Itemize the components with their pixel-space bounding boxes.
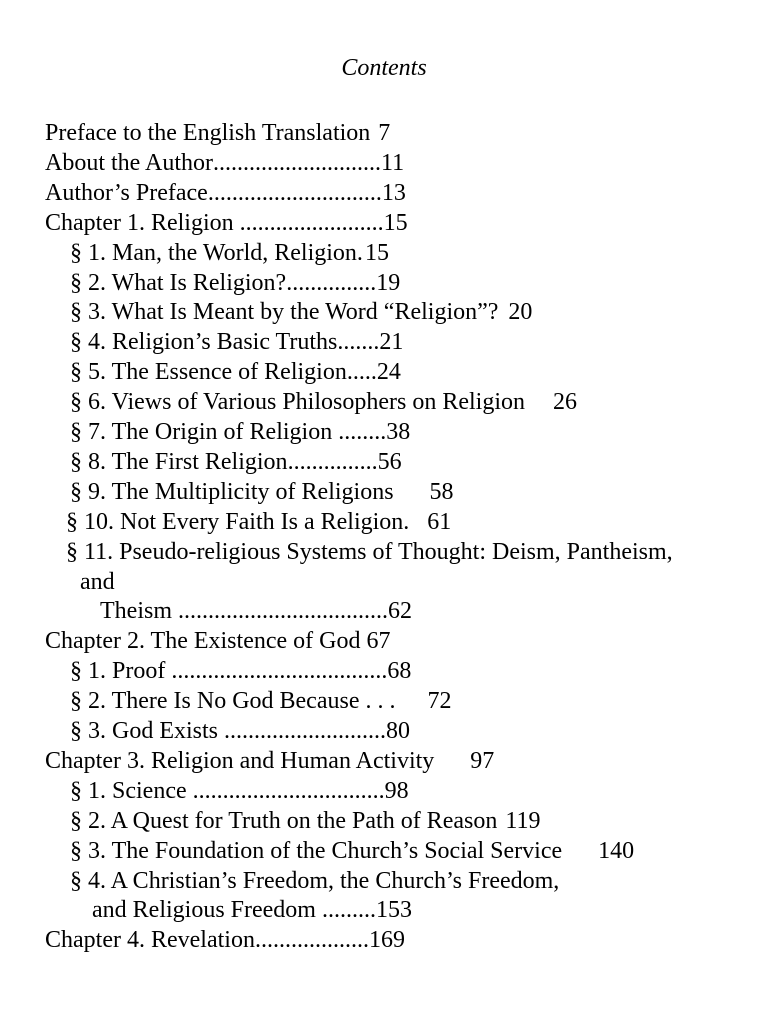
toc-entry bbox=[92, 895, 412, 925]
toc-entry bbox=[80, 567, 115, 597]
toc-entry bbox=[45, 925, 405, 955]
toc-entry-title: Chapter 2. The Existence of God bbox=[45, 628, 361, 655]
toc-entry-page: 153 bbox=[375, 897, 412, 924]
toc-entry-title: § 2. What Is Religion? bbox=[70, 269, 287, 296]
toc-entry-page: 119 bbox=[505, 807, 541, 834]
dot-leader: ............... bbox=[286, 269, 377, 296]
dot-leader: ..... bbox=[346, 359, 377, 386]
toc-entry-page: 19 bbox=[376, 269, 401, 296]
toc-entry-page: 58 bbox=[429, 478, 454, 505]
toc-entry bbox=[45, 208, 408, 238]
toc-entry-page: 38 bbox=[386, 419, 411, 445]
toc-entry bbox=[45, 148, 404, 178]
dot-leader: ............................. bbox=[207, 179, 382, 206]
toc-entry-title: § 2. A Quest for Truth on the Path of Reason bbox=[70, 807, 498, 834]
dot-leader: ................................ bbox=[192, 777, 385, 804]
toc-entry bbox=[70, 238, 389, 268]
toc-entry bbox=[70, 387, 577, 417]
toc-entry-page: 98 bbox=[384, 777, 409, 804]
toc-entry bbox=[70, 656, 411, 686]
toc-entry-title: About the Author bbox=[45, 149, 213, 176]
toc-entry-page: 169 bbox=[368, 927, 405, 954]
toc-entry bbox=[70, 716, 410, 746]
toc-entry bbox=[70, 417, 410, 447]
dot-leader: ........ bbox=[338, 419, 387, 445]
toc-entry-page: 80 bbox=[386, 718, 411, 744]
toc-entry bbox=[45, 746, 494, 776]
toc-entry-page: 56 bbox=[377, 448, 402, 475]
toc-entry-page: 24 bbox=[376, 359, 401, 386]
toc-entry bbox=[70, 866, 559, 896]
dot-leader: ........................ bbox=[239, 209, 384, 236]
dot-leader: ....... bbox=[337, 329, 380, 356]
toc-entry-title: § 2. There Is No God Because . . . bbox=[70, 688, 396, 715]
toc-entry-page: 62 bbox=[388, 598, 412, 625]
toc-entry bbox=[70, 297, 532, 327]
dot-leader: ................... bbox=[254, 927, 369, 954]
toc-entry-title: § 6. Views of Various Philosophers on Religion bbox=[70, 389, 526, 416]
toc-entry-title: § 4. A Christian’s Freedom, the Church’s Freedom, bbox=[70, 867, 560, 894]
toc-entry-title: § 3. God Exists bbox=[70, 718, 225, 744]
toc-entry-page: 13 bbox=[381, 179, 406, 206]
toc-entry bbox=[45, 626, 390, 656]
toc-entry-title: § 3. The Foundation of the Church’s Social Service bbox=[70, 837, 563, 864]
toc-entry-title: Preface to the English Translation bbox=[45, 120, 371, 146]
toc-entry-title: § 1. Science bbox=[70, 777, 193, 804]
toc-entry-page: 68 bbox=[387, 658, 412, 685]
dot-leader: ............... bbox=[287, 448, 378, 475]
toc-entry bbox=[70, 836, 634, 866]
dot-leader: ........................... bbox=[224, 718, 387, 744]
toc-entry-page: 26 bbox=[553, 389, 578, 416]
toc-entry-page: 21 bbox=[379, 329, 404, 356]
toc-entry-page: 67 bbox=[366, 628, 391, 655]
toc-entry bbox=[70, 806, 540, 836]
toc-entry-title: and Religious Freedom bbox=[92, 897, 322, 924]
page-title: Contents bbox=[341, 55, 427, 81]
toc-entry-title: and bbox=[80, 568, 115, 595]
toc-entry bbox=[70, 477, 454, 507]
toc-entry-title: § 11. Pseudo-religious Systems of Thought: Deism, Pantheism, bbox=[66, 538, 673, 565]
toc-entry bbox=[70, 776, 409, 806]
toc-entry-page: 97 bbox=[470, 747, 495, 774]
toc-entry-title: § 3. What Is Meant by the Word “Religion”? bbox=[70, 299, 499, 326]
toc-entry-title: Chapter 4. Revelation bbox=[45, 927, 255, 954]
toc-entry-page: 20 bbox=[508, 299, 533, 326]
toc-entry-page: 15 bbox=[364, 239, 389, 266]
toc-entry-title: § 9. The Multiplicity of Religions bbox=[70, 478, 394, 505]
toc-entry bbox=[70, 357, 401, 387]
toc-entry bbox=[70, 327, 403, 357]
toc-entry bbox=[45, 118, 390, 148]
toc-entry-page: 72 bbox=[427, 688, 452, 715]
toc-entry-title: § 7. The Origin of Religion bbox=[70, 419, 339, 445]
dot-leader: .................................... bbox=[171, 658, 388, 685]
toc-entry-title: § 10. Not Every Faith Is a Religion. bbox=[66, 508, 410, 535]
toc-entry-title: § 5. The Essence of Religion bbox=[70, 359, 347, 386]
toc-entry-title: § 1. Proof bbox=[70, 658, 172, 685]
toc-entry bbox=[66, 507, 451, 537]
toc-entry-page: 15 bbox=[383, 209, 408, 236]
toc-entry bbox=[66, 537, 673, 567]
toc-entry bbox=[70, 447, 402, 477]
dot-leader: ......... bbox=[321, 897, 376, 924]
toc-entry-title: Author’s Preface bbox=[45, 179, 208, 206]
toc-entry-page: 140 bbox=[598, 837, 635, 864]
toc-entry-page: 11 bbox=[381, 149, 405, 176]
toc-entry-title: § 8. The First Religion bbox=[70, 448, 288, 475]
toc-entry-title: Chapter 1. Religion bbox=[45, 209, 240, 236]
toc-entry-title: § 1. Man, the World, Religion. bbox=[70, 239, 363, 266]
toc-entry bbox=[45, 178, 406, 208]
toc-entry bbox=[70, 686, 451, 716]
dot-leader: ............................ bbox=[213, 149, 381, 176]
dot-leader: ................................... bbox=[178, 598, 388, 625]
toc-entry bbox=[70, 268, 400, 298]
toc-entry bbox=[100, 596, 412, 626]
toc-entry-title: § 4. Religion’s Basic Truths bbox=[70, 329, 338, 356]
toc-entry-title: Chapter 3. Religion and Human Activity bbox=[45, 747, 435, 774]
toc-entry-page: 7 bbox=[378, 120, 391, 146]
toc-entry-title: Theism bbox=[100, 598, 178, 625]
toc-entry-page: 61 bbox=[427, 508, 452, 535]
